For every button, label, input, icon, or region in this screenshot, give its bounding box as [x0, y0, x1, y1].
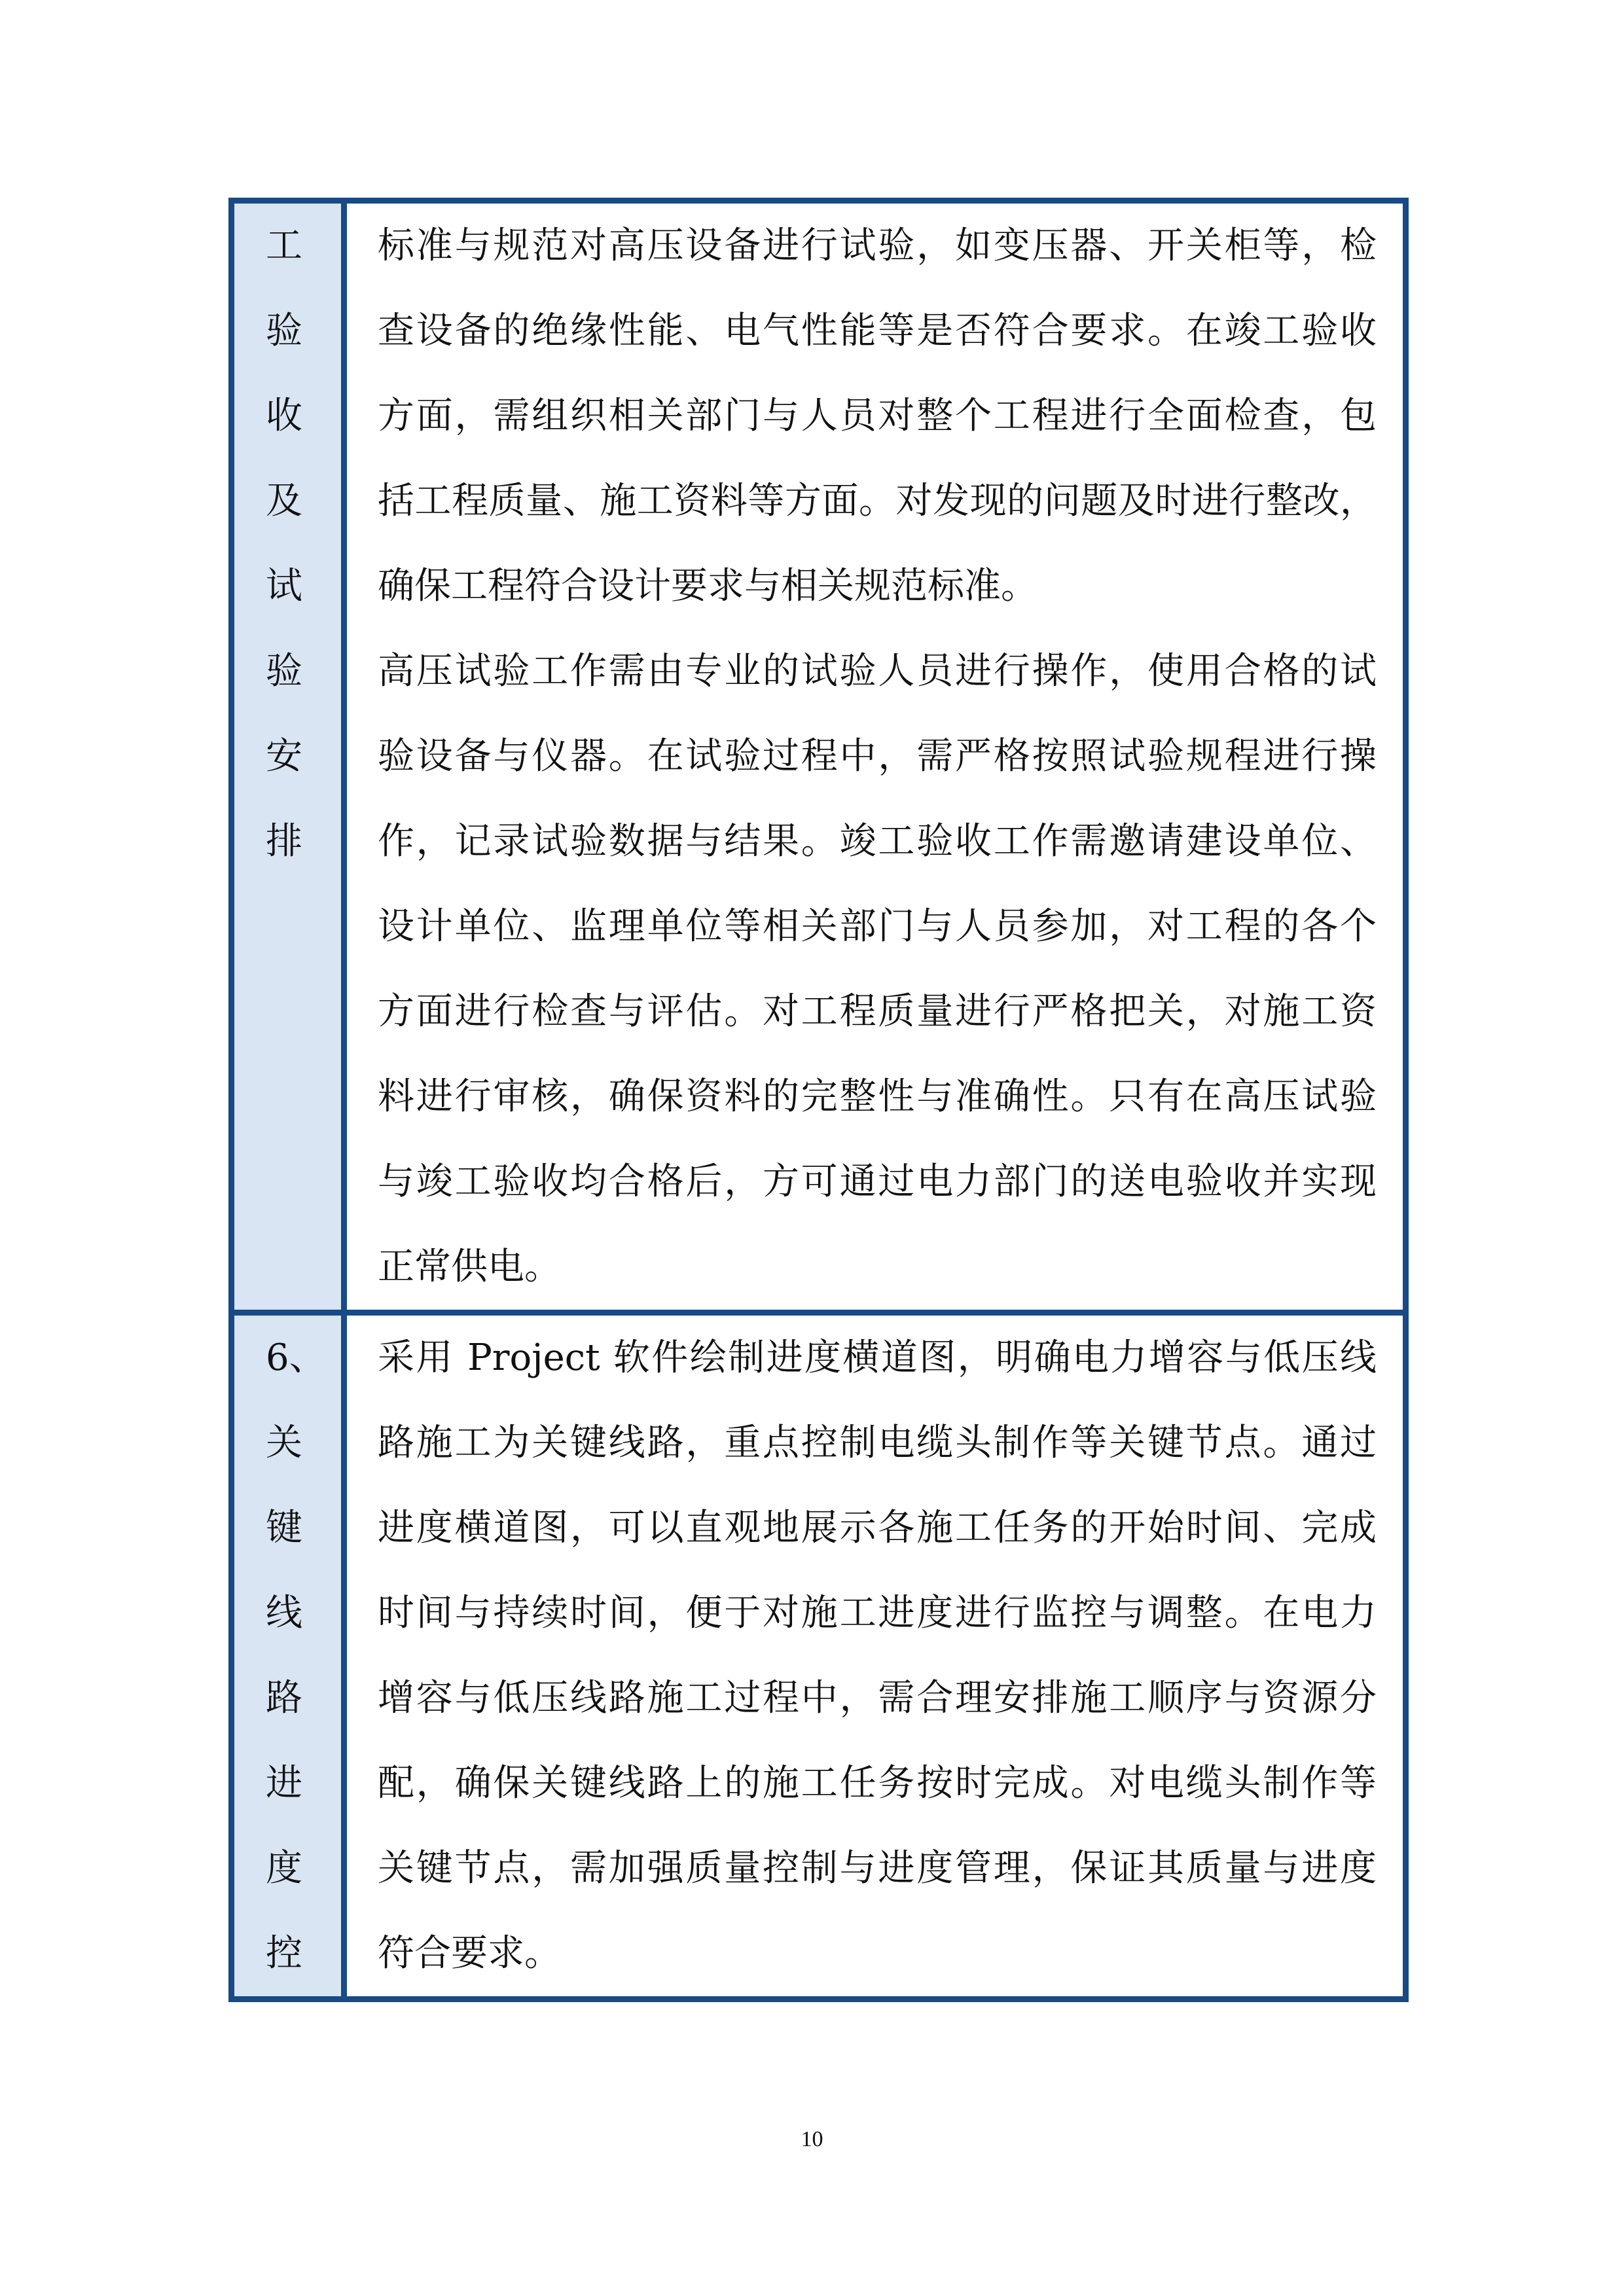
label-char: 键	[266, 1507, 302, 1549]
text-line: 增容与低压线路施工过程中，需合理安排施工顺序与资源分	[378, 1677, 1377, 1719]
text-line: 方面，需组织相关部门与人员对整个工程进行全面检查，包	[378, 395, 1377, 437]
label-char: 6、	[266, 1336, 326, 1379]
text-line: 配，确保关键线路上的施工任务按时完成。对电缆头制作等	[378, 1762, 1377, 1804]
text-line: 时间与持续时间，便于对施工进度进行监控与调整。在电力	[378, 1592, 1377, 1634]
label-char: 验	[266, 650, 302, 692]
text-line: 关键节点，需加强质量控制与进度管理，保证其质量与进度	[378, 1847, 1377, 1890]
label-char: 控	[266, 1932, 302, 1975]
page-number: 10	[801, 2127, 823, 2151]
label-char: 关	[266, 1422, 302, 1464]
label-char: 安	[266, 735, 302, 778]
label-char: 工	[266, 224, 302, 267]
label-char: 收	[266, 395, 302, 437]
table-row	[234, 1310, 1403, 1996]
label-char: 排	[266, 820, 302, 863]
row-content-cell	[347, 204, 1403, 1310]
label-char: 路	[266, 1677, 302, 1719]
label-char: 线	[266, 1592, 302, 1634]
text-line: 进度横道图，可以直观地展示各施工任务的开始时间、完成	[378, 1507, 1377, 1549]
text-line: 符合要求。	[378, 1932, 561, 1975]
text-line: 查设备的绝缘性能、电气性能等是否符合要求。在竣工验收	[378, 310, 1377, 352]
label-char: 度	[266, 1847, 302, 1890]
text-line: 方面进行检查与评估。对工程质量进行严格把关，对施工资	[378, 990, 1377, 1033]
content-table	[228, 198, 1409, 2002]
text-line: 作，记录试验数据与结果。竣工验收工作需邀请建设单位、	[378, 820, 1377, 863]
row-content-cell	[347, 1316, 1403, 1996]
text-line: 与竣工验收均合格后，方可通过电力部门的送电验收并实现	[378, 1160, 1377, 1203]
text-line: 确保工程符合设计要求与相关规范标准。	[378, 565, 1038, 607]
label-char: 验	[266, 310, 302, 352]
text-line: 正常供电。	[378, 1246, 561, 1288]
row-label-cell	[234, 1316, 347, 1996]
label-char: 试	[266, 565, 302, 607]
text-line: 料进行审核，确保资料的完整性与准确性。只有在高压试验	[378, 1075, 1377, 1118]
label-char: 及	[266, 480, 302, 522]
text-line: 标准与规范对高压设备进行试验，如变压器、开关柜等，检	[378, 224, 1377, 267]
text-line: 括工程质量、施工资料等方面。对发现的问题及时进行整改，	[378, 480, 1377, 522]
text-line: 高压试验工作需由专业的试验人员进行操作，使用合格的试	[378, 650, 1377, 692]
text-line: 路施工为关键线路，重点控制电缆头制作等关键节点。通过	[378, 1422, 1377, 1464]
label-char: 进	[266, 1762, 302, 1804]
table-row	[234, 204, 1403, 1310]
text-line: 设计单位、监理单位等相关部门与人员参加，对工程的各个	[378, 905, 1377, 948]
text-line: 验设备与仪器。在试验过程中，需严格按照试验规程进行操	[378, 735, 1377, 778]
row-label-cell	[234, 204, 347, 1310]
text-line: 采用 Project 软件绘制进度横道图，明确电力增容与低压线	[378, 1336, 1377, 1379]
